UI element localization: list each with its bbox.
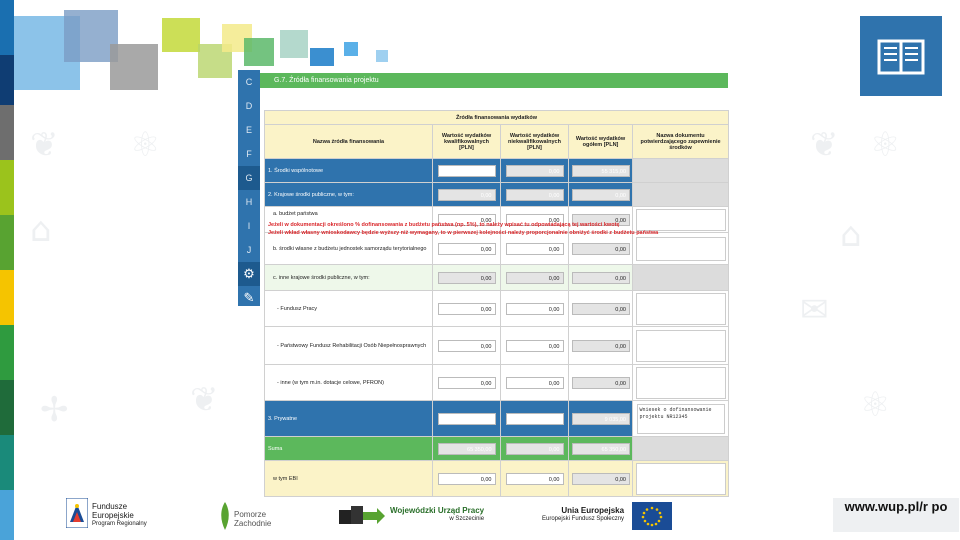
decor-square — [162, 18, 200, 52]
row-label: - Fundusz Pracy — [265, 291, 433, 327]
col-header-total: Wartość wydatków ogółem [PLN] — [569, 125, 633, 159]
table-row — [265, 265, 729, 291]
eligible-input[interactable]: 0,00 — [438, 243, 496, 255]
wup-logo-text — [390, 506, 484, 524]
table-row — [265, 401, 729, 437]
decor-bar-darkblue — [0, 55, 14, 105]
eligible-input[interactable]: 0,00 — [438, 340, 496, 352]
decor-square — [110, 44, 158, 90]
footer-logos — [0, 490, 960, 540]
total-value: 0,00 — [572, 272, 630, 284]
row-label: 1. Środki wspólnotowe — [265, 159, 433, 183]
ineligible-input[interactable]: 0,00 — [506, 243, 564, 255]
eligible-input[interactable]: 9 035,00 — [438, 413, 496, 425]
fe-logo-text — [92, 502, 147, 529]
decor-bar-blue — [0, 0, 14, 55]
col-header-ineligible: Wartość wydatków niekwalifikowalnych [PLN] — [501, 125, 569, 159]
ineligible-input[interactable]: 0,00 — [506, 303, 564, 315]
eligible-input: 0,00 — [438, 189, 496, 201]
ineligible-input[interactable]: 0,00 — [506, 214, 564, 226]
ineligible-input[interactable]: 0,00 — [506, 340, 564, 352]
decor-bar-green2 — [0, 325, 14, 380]
eligible-input[interactable]: 0,00 — [438, 473, 496, 485]
total-value: 0,00 — [572, 189, 630, 201]
total-value: 55 315,00 — [572, 165, 630, 177]
fan-icon: ✢ — [40, 390, 69, 430]
pomorze-line2: Zachodnie — [234, 519, 272, 528]
document-field[interactable] — [636, 293, 726, 325]
ineligible-input[interactable]: 0,00 — [506, 377, 564, 389]
table-row — [265, 365, 729, 401]
table-row — [265, 159, 729, 183]
eligible-sum: 65 350,00 — [438, 443, 496, 455]
nav-item-g[interactable]: G — [238, 166, 260, 190]
table-row — [265, 291, 729, 327]
eligible-input[interactable]: 0,00 — [438, 303, 496, 315]
total-sum: 65 350,00 — [572, 443, 630, 455]
decor-square — [376, 50, 388, 62]
fe-line2: Europejskie — [92, 511, 134, 520]
nav-item-c[interactable]: C — [245, 77, 253, 87]
total-value: 9 035,00 — [572, 413, 630, 425]
nav-item-e[interactable]: E — [245, 125, 252, 135]
row-label: a. budżet państwa — [265, 207, 433, 233]
col-header-source: Nazwa źródła finansowania — [265, 125, 433, 159]
row-label: Suma — [265, 437, 433, 461]
step-nav — [238, 70, 260, 306]
row-label: c. inne krajowe środki publiczne, w tym: — [265, 265, 433, 291]
table-row — [265, 437, 729, 461]
decor-bar-teal — [0, 435, 14, 490]
gear-icon[interactable]: ⚙ — [238, 262, 260, 286]
table-row — [265, 207, 729, 233]
fe-logo-icon — [66, 498, 88, 528]
table-row — [265, 233, 729, 265]
eu-flag-icon — [632, 502, 672, 530]
nav-item-f[interactable]: F — [246, 149, 252, 159]
eligible-input: 0,00 — [438, 272, 496, 284]
decor-square — [310, 48, 334, 66]
fence-icon: ⌂ — [840, 215, 862, 255]
table-row — [265, 327, 729, 365]
decor-bar-yellow — [0, 270, 14, 325]
decor-bar-green — [0, 215, 14, 270]
pomorze-logo-icon — [218, 500, 232, 530]
nav-item-h[interactable]: H — [245, 197, 253, 207]
decor-square — [344, 42, 358, 56]
table-title: Źródła finansowania wydatków — [265, 111, 729, 125]
row-label: 2. Krajowe środki publiczne, w tym: — [265, 183, 433, 207]
total-value: 0,00 — [572, 243, 630, 255]
nav-item-d[interactable]: D — [245, 101, 253, 111]
nav-item-i[interactable]: I — [247, 221, 251, 231]
pomorze-logo-text — [234, 510, 271, 528]
decor-bar-gray — [0, 105, 14, 160]
document-field[interactable] — [636, 209, 726, 231]
document-field[interactable] — [636, 237, 726, 261]
atom-icon: ⚛ — [130, 125, 161, 165]
ineligible-input[interactable]: 0,00 — [506, 413, 564, 425]
funding-table — [264, 110, 729, 497]
row-label: 3. Prywatne — [265, 401, 433, 437]
col-header-document: Nazwa dokumentu potwierdzającego zapewnienie środków — [633, 125, 729, 159]
eligible-input[interactable]: 0,00 — [438, 377, 496, 389]
row-label: w tym EBI — [265, 461, 433, 497]
document-field[interactable] — [636, 367, 726, 399]
document-field — [637, 164, 725, 178]
wup-line2: w Szczecinie — [449, 516, 485, 522]
document-field[interactable] — [636, 330, 726, 362]
ineligible-input[interactable]: 0,00 — [506, 473, 564, 485]
book-icon — [860, 16, 942, 96]
leaf-icon: ❦ — [190, 380, 219, 420]
eligible-input[interactable]: 55 315,00 — [438, 165, 496, 177]
document-icon[interactable]: ✎ — [243, 290, 255, 305]
decor-bar-lime — [0, 160, 14, 215]
ue-line1: Unia Europejska — [561, 506, 625, 515]
atom-icon: ⚛ — [860, 385, 891, 425]
wup-line1: Wojewódzki Urząd Pracy — [390, 506, 485, 515]
row-label: b. środki własne z budżetu jednostek samorządu terytorialnego — [265, 233, 433, 265]
decor-square — [280, 30, 308, 58]
total-value: 0,00 — [572, 473, 630, 485]
chat-icon: ✉ — [800, 290, 829, 330]
website-url[interactable]: www.wup.pl/r po — [833, 498, 959, 532]
fe-line3: Program Regionalny — [92, 521, 147, 527]
eligible-input[interactable]: 0,00 — [438, 214, 496, 226]
leaf-icon: ❦ — [30, 125, 59, 165]
decor-bar-darkgreen — [0, 380, 14, 435]
warning-text: Jeżeli wkład własny wnioskodawcy będzie wyższy niż wymagany, to w pierwszej kolejności należy proporcjonalnie obniżyć środki z budżetu państwa — [268, 230, 659, 236]
total-value: 0,00 — [572, 303, 630, 315]
atom-icon: ⚛ — [870, 125, 901, 165]
decor-square — [244, 38, 274, 66]
ineligible-input[interactable]: 0,00 — [506, 165, 564, 177]
fence-icon: ⌂ — [30, 210, 52, 250]
wup-logo-icon — [337, 504, 385, 528]
pomorze-line1: Pomorze — [234, 510, 267, 519]
total-value: 0,00 — [572, 340, 630, 352]
ineligible-input: 0,00 — [506, 189, 564, 201]
nav-item-j[interactable]: J — [246, 245, 252, 255]
document-field[interactable]: Wniesek o dofinansowanie projektu NR12345 — [637, 404, 725, 434]
ue-line2: Europejski Fundusz Społeczny — [542, 516, 625, 522]
total-value: 0,00 — [572, 377, 630, 389]
warning-text: Jeżeli w dokumentacji określono % dofinansowania z budżetu państwa (np. 5%), to należy wpisać tu odpowiadającą tej wartości kwotę — [268, 222, 620, 228]
ineligible-input: 0,00 — [506, 272, 564, 284]
leaf-icon: ❦ — [810, 125, 839, 165]
ue-logo-text — [542, 506, 624, 524]
ineligible-sum: 0,00 — [506, 443, 564, 455]
section-header: G.7. Źródła finansowania projektu — [260, 73, 728, 88]
fe-line1: Fundusze — [92, 502, 128, 511]
row-label: - inne (w tym m.in. dotacje celowe, PFRON) — [265, 365, 433, 401]
row-label: - Państwowy Fundusz Rehabilitacji Osób Niepełnosprawnych — [265, 327, 433, 365]
total-value: 0,00 — [572, 214, 630, 226]
col-header-eligible: Wartość wydatków kwalifikowalnych [PLN] — [433, 125, 501, 159]
table-row — [265, 183, 729, 207]
